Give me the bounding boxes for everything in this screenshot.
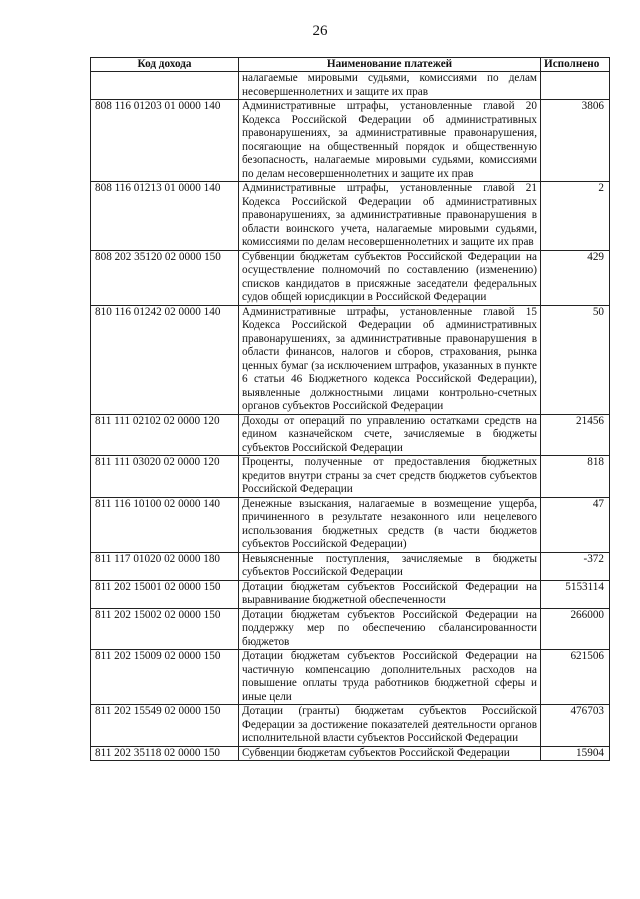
row-name: Административные штрафы, установленные главой 20 Кодекса Российской Федерации об административных правонарушениях, за административные правонарушения, посягающие на общественный порядок и общественную безопасность, налагаемые мировыми судьями, комиссиями по делам несовершеннолетних и защите их прав (239, 100, 541, 182)
row-name: Проценты, полученные от предоставления бюджетных кредитов внутри страны за счет средств бюджетов субъектов Российской Федерации (239, 456, 541, 498)
page-number: 26 (312, 23, 328, 39)
row-code: 811 111 03020 02 0000 120 (91, 456, 239, 498)
row-code: 811 202 15002 02 0000 150 (91, 608, 239, 650)
table-row (91, 552, 610, 580)
row-code: 808 116 01203 01 0000 140 (91, 100, 239, 182)
row-value: 3806 (541, 100, 610, 182)
row-value: -372 (541, 552, 610, 580)
row-name: Доходы от операций по управлению остатками средств на едином казначейском счете, зачисляемые в бюджеты субъектов Российской Федерации (239, 414, 541, 456)
table-row (91, 100, 610, 182)
row-code: 811 111 02102 02 0000 120 (91, 414, 239, 456)
row-value: 5153114 (541, 580, 610, 608)
row-value: 47 (541, 497, 610, 552)
table-row (91, 497, 610, 552)
row-name: Субвенции бюджетам субъектов Российской Федерации на осуществление полномочий по составлению (изменению) списков кандидатов в присяжные заседатели федеральных судов общей юрисдикции в Российской Федерации (239, 250, 541, 305)
row-code: 811 202 15549 02 0000 150 (91, 705, 239, 747)
row-code (91, 72, 239, 100)
row-name: Дотации бюджетам субъектов Российской Федерации на поддержку мер по обеспечению сбалансированности бюджетов (239, 608, 541, 650)
row-value: 476703 (541, 705, 610, 747)
table-row (91, 705, 610, 747)
row-value: 429 (541, 250, 610, 305)
header-value: Исполнено (541, 58, 610, 72)
table-row (91, 608, 610, 650)
row-name: Невыясненные поступления, зачисляемые в бюджеты субъектов Российской Федерации (239, 552, 541, 580)
row-code: 811 117 01020 02 0000 180 (91, 552, 239, 580)
row-code: 811 202 35118 02 0000 150 (91, 746, 239, 761)
header-name: Наименование платежей (239, 58, 541, 72)
revenue-table (90, 57, 610, 761)
table-row (91, 305, 610, 414)
row-name: Денежные взыскания, налагаемые в возмещение ущерба, причиненного в результате незаконного или нецелевого использования бюджетных средств (в части бюджетов субъектов Российской Федерации) (239, 497, 541, 552)
header-code: Код дохода (91, 58, 239, 72)
table-row (91, 456, 610, 498)
row-value: 818 (541, 456, 610, 498)
row-code: 811 202 15009 02 0000 150 (91, 650, 239, 705)
row-value: 50 (541, 305, 610, 414)
table-row (91, 580, 610, 608)
row-code: 808 116 01213 01 0000 140 (91, 182, 239, 251)
row-value: 266000 (541, 608, 610, 650)
table-row (91, 650, 610, 705)
row-name: Дотации бюджетам субъектов Российской Федерации на частичную компенсацию дополнительных расходов на повышение оплаты труда работников бюджетной сферы и иные цели (239, 650, 541, 705)
row-code: 811 116 10100 02 0000 140 (91, 497, 239, 552)
row-name: Дотации (гранты) бюджетам субъектов Российской Федерации за достижение показателей деятельности органов исполнительной власти субъектов Российской Федерации (239, 705, 541, 747)
row-name: налагаемые мировыми судьями, комиссиями по делам несовершеннолетних и защите их прав (239, 72, 541, 100)
table-row (91, 746, 610, 761)
table-row (91, 250, 610, 305)
row-name: Дотации бюджетам субъектов Российской Федерации на выравнивание бюджетной обеспеченности (239, 580, 541, 608)
table-row (91, 72, 610, 100)
table-header-row (91, 58, 610, 72)
row-code: 811 202 15001 02 0000 150 (91, 580, 239, 608)
row-value: 21456 (541, 414, 610, 456)
row-code: 808 202 35120 02 0000 150 (91, 250, 239, 305)
row-name: Административные штрафы, установленные главой 15 Кодекса Российской Федерации об административных правонарушениях, за административные правонарушения в области финансов, налогов и сборов, страхования, рынка ценных бумаг (за исключением штрафов, указанных в пункте 6 статьи 46 Бюджетного кодекса Российской Федерации), выявленные должностными лицами контрольно-счетных органов субъектов Российской Федерации (239, 305, 541, 414)
table-row (91, 414, 610, 456)
row-value (541, 72, 610, 100)
row-name: Субвенции бюджетам субъектов Российской Федерации (239, 746, 541, 761)
row-value: 2 (541, 182, 610, 251)
table-row (91, 182, 610, 251)
row-value: 621506 (541, 650, 610, 705)
row-code: 810 116 01242 02 0000 140 (91, 305, 239, 414)
row-value: 15904 (541, 746, 610, 761)
row-name: Административные штрафы, установленные главой 21 Кодекса Российской Федерации об административных правонарушениях, за административные правонарушения в области воинского учета, налагаемые мировыми судьями, комиссиями по делам несовершеннолетних и защите их прав (239, 182, 541, 251)
